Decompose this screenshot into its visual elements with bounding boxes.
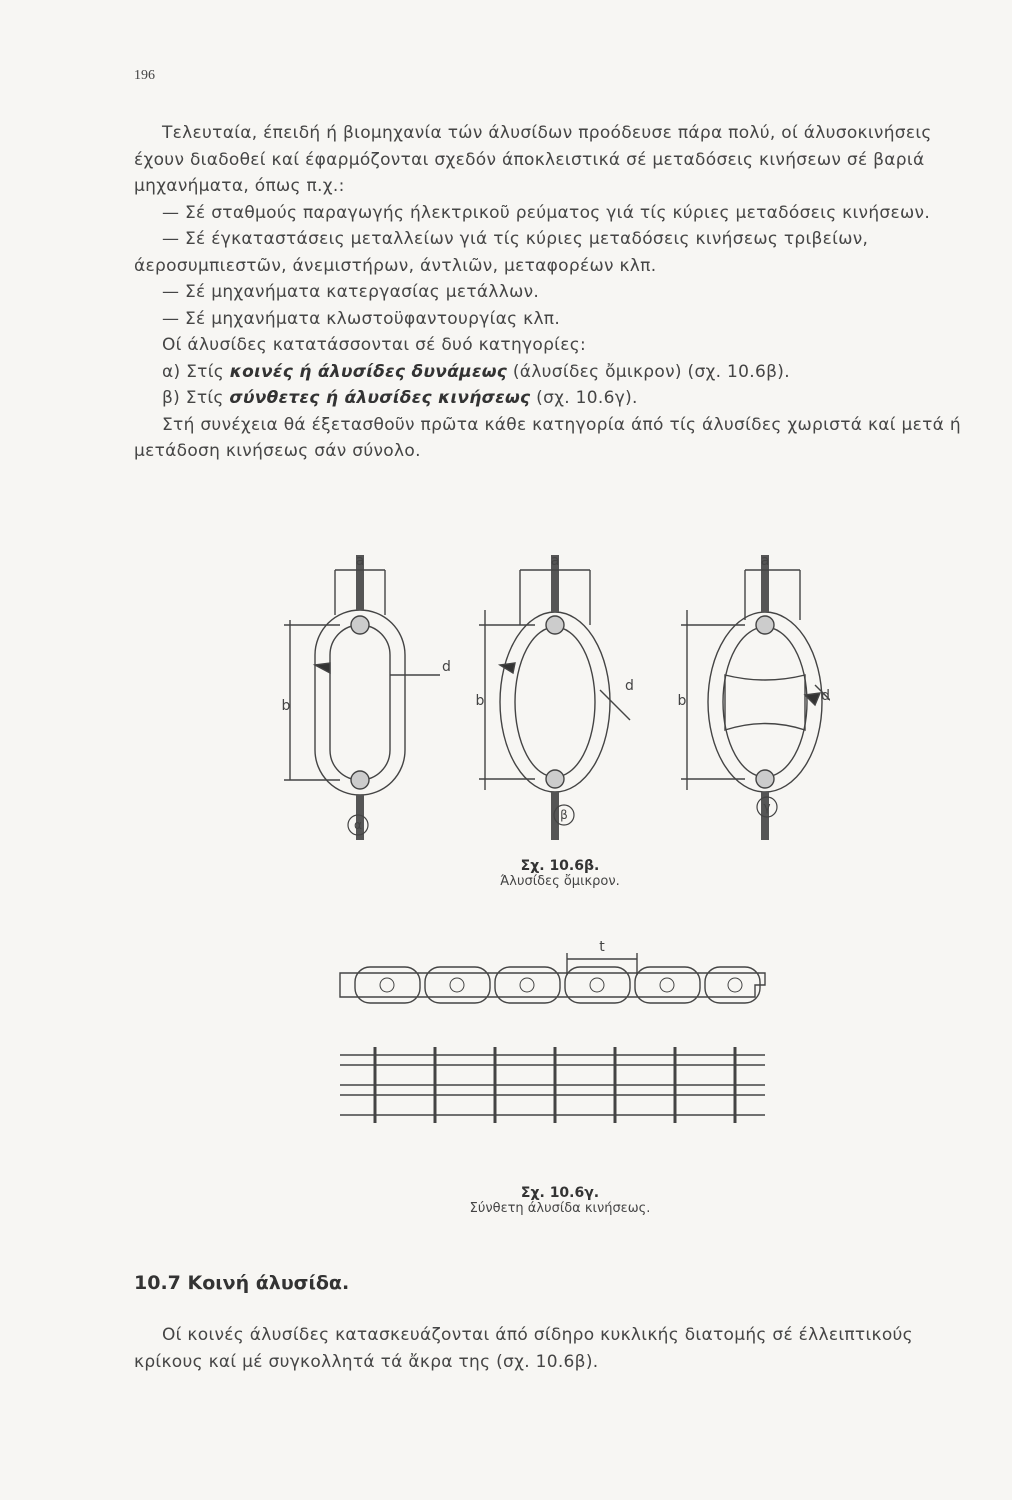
- chain-side-view: [340, 1047, 765, 1123]
- figure-roller-chain: [335, 935, 775, 1145]
- section-heading: 10.7 Κοινή άλυσίδα.: [134, 1272, 350, 1294]
- label-a-2: a: [550, 553, 560, 569]
- label-b-2: b: [475, 693, 485, 709]
- variant-label-alpha: α: [354, 818, 362, 832]
- paragraph-categories: Οί άλυσίδες κατατάσσονται σέ δυό κατηγορίες:: [162, 335, 587, 355]
- category-b: [134, 385, 962, 412]
- category-b-suffix: (σχ. 10.6γ).: [530, 388, 638, 408]
- list-item-textile: — Σέ μηχανήματα κλωστοϋφαντουργίας κλπ.: [162, 308, 561, 329]
- paragraph-continuation: Στή συνέχεια θά έξετασθοῦν πρῶτα κάθε κατηγορία άπό τίς άλυσίδες χωριστά καί μετά ή μετάδοση κινήσεως σάν σύνολο.: [134, 414, 961, 461]
- category-b-prefix: β) Στίς: [162, 388, 230, 408]
- category-a-prefix: α) Στίς: [162, 361, 230, 382]
- label-d-1: d: [442, 659, 451, 675]
- caption-text-10-6g: Σύνθετη άλυσίδα κινήσεως.: [469, 1201, 651, 1216]
- section-body: [134, 1322, 962, 1375]
- category-a-term: κοινές ή άλυσίδες δυνάμεως: [229, 361, 508, 382]
- caption-fig-10-6g: [420, 1185, 700, 1216]
- caption-number-10-6b: Σχ. 10.6β.: [520, 858, 600, 874]
- label-a-1: a: [355, 553, 365, 569]
- variant-label-beta: β: [560, 808, 568, 822]
- category-a-suffix: (άλυσίδες ὄμικρον) (σχ. 10.6β).: [507, 361, 790, 382]
- label-d-2: d: [625, 678, 634, 694]
- category-b-term: σύνθετες ή άλυσίδες κινήσεως: [229, 388, 531, 408]
- label-d-3: d: [821, 688, 830, 704]
- page-number: 196: [134, 68, 155, 83]
- intro-text: [134, 120, 962, 465]
- label-b-3: b: [677, 693, 687, 709]
- category-a: [134, 359, 962, 386]
- variant-label-gamma: γ: [763, 800, 771, 814]
- caption-fig-10-6b: [470, 858, 650, 889]
- paragraph-intro: Τελευταία, έπειδή ή βιομηχανία τών άλυσίδων προόδευσε πάρα πολύ, οί άλυσοκινήσεις έχουν διαδοθεί καί έφαρμόζονται σχεδόν άποκλειστικά σέ μεταδόσεις κινήσεων σέ βαριά μηχανήματα, όπως π.χ.:: [134, 123, 932, 196]
- list-item-metalworking: — Σέ μηχανήματα κατεργασίας μετάλλων.: [162, 282, 540, 302]
- caption-text-10-6b: Άλυσίδες ὄμικρον.: [500, 874, 620, 889]
- pitch-label-t: t: [599, 939, 605, 955]
- section-paragraph: Οί κοινές άλυσίδες κατασκευάζονται άπό σίδηρο κυκλικής διατομής σέ έλλειπτικούς κρίκους καί μέ συγκολλητά τά ἄκρα της (σχ. 10.6β).: [134, 1325, 913, 1372]
- label-a-3: a: [760, 553, 770, 569]
- caption-number-10-6g: Σχ. 10.6γ.: [520, 1185, 600, 1201]
- chain-top-view: [340, 953, 765, 1003]
- list-item-mines: — Σέ έγκαταστάσεις μεταλλείων γιά τίς κύριες μεταδόσεις κινήσεως τριβείων, άεροσυμπιεστῶν, άνεμιστήρων, άντλιῶν, μεταφορέων κλπ.: [134, 229, 869, 276]
- list-item-power-stations: — Σέ σταθμούς παραγωγής ήλεκτρικοῦ ρεύματος γιά τίς κύριες μεταδόσεις κινήσεων.: [162, 202, 931, 223]
- label-b-1: b: [281, 698, 291, 714]
- figure-variant-labels: [340, 795, 800, 845]
